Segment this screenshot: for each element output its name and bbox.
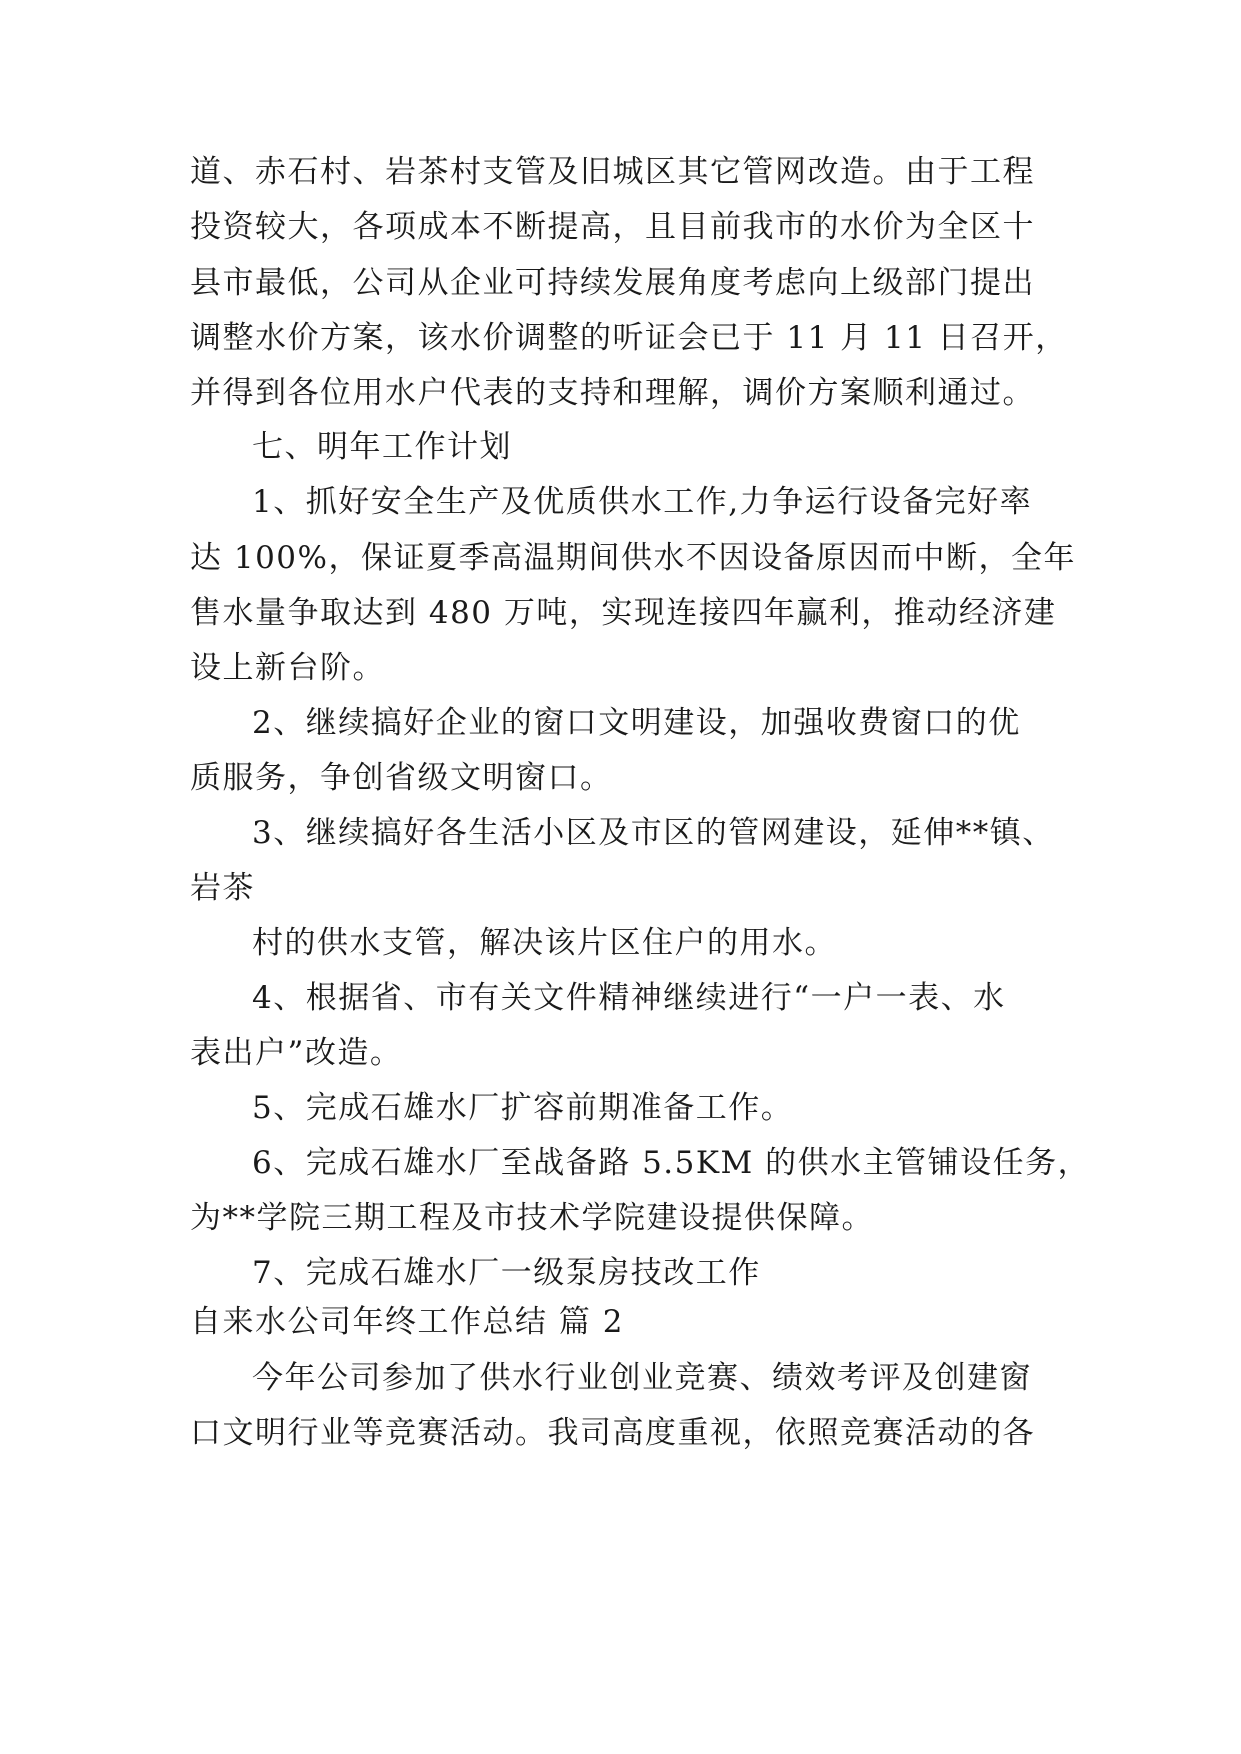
text-line: 县市最低，公司从企业可持续发展角度考虑向上级部门提出 [190, 265, 1035, 301]
text-line: 7、完成石雄水厂一级泵房技改工作 [252, 1255, 761, 1291]
text-line: 3、继续搞好各生活小区及市区的管网建设，延伸**镇、 [252, 815, 1055, 851]
text-line: 岩茶 [190, 870, 255, 906]
text-line: 质服务，争创省级文明窗口。 [190, 760, 613, 796]
text-line: 村的供水支管，解决该片区住户的用水。 [252, 925, 837, 961]
text-line: 口文明行业等竞赛活动。我司高度重视，依照竞赛活动的各 [190, 1415, 1035, 1451]
text-line: 2、继续搞好企业的窗口文明建设，加强收费窗口的优 [252, 705, 1021, 741]
text-line: 今年公司参加了供水行业创业竞赛、绩效考评及创建窗 [252, 1360, 1032, 1396]
text-line: 为**学院三期工程及市技术学院建设提供保障。 [190, 1200, 874, 1236]
text-line: 道、赤石村、岩茶村支管及旧城区其它管网改造。由于工程 [190, 154, 1035, 190]
text-line: 达 100%，保证夏季高温期间供水不因设备原因而中断，全年 [190, 540, 1076, 576]
section-title: 自来水公司年终工作总结 篇 2 [190, 1304, 624, 1340]
text-line: 4、根据省、市有关文件精神继续进行“一户一表、水 [252, 980, 1006, 1016]
text-line: 表出户”改造。 [190, 1035, 403, 1071]
text-line: 设上新台阶。 [190, 650, 385, 686]
text-line: 售水量争取达到 480 万吨，实现连接四年赢利，推动经济建 [190, 595, 1057, 631]
text-line: 5、完成石雄水厂扩容前期准备工作。 [252, 1090, 794, 1126]
text-line: 调整水价方案，该水价调整的听证会已于 11 月 11 日召开， [190, 320, 1068, 356]
section-heading: 七、明年工作计划 [252, 429, 512, 465]
text-line: 6、完成石雄水厂至战备路 5.5KM 的供水主管铺设任务， [252, 1145, 1091, 1181]
text-line: 并得到各位用水户代表的支持和理解，调价方案顺利通过。 [190, 375, 1035, 411]
text-line: 投资较大，各项成本不断提高，且目前我市的水价为全区十 [190, 209, 1035, 245]
text-line: 1、抓好安全生产及优质供水工作,力争运行设备完好率 [252, 484, 1033, 520]
